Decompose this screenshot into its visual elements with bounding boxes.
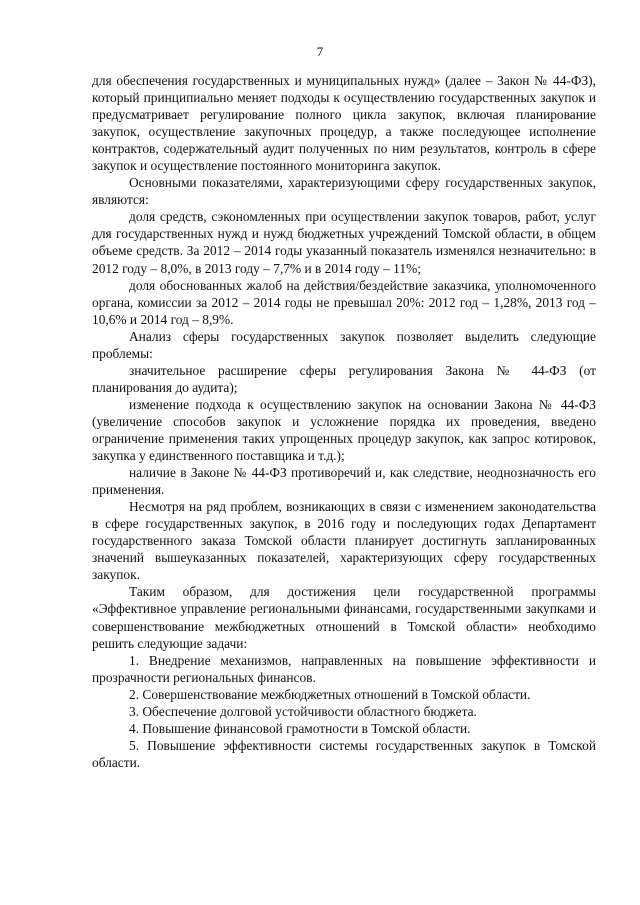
paragraph-indicators-intro: Основными показателями, характеризующими сферу государственных закупок, являются: (92, 175, 596, 208)
paragraph-indicator-complaints: доля обоснованных жалоб на действия/бездействие заказчика, уполномоченного органа, комиссии за 2012 – 2014 годы не превышал 20%: 2012 год – 1,28%, 2013 год – 10,6% и 2014 год – 8,9%. (92, 277, 596, 327)
list-item-task-5: 5. Повышение эффективности системы государственных закупок в Томской области. (92, 737, 596, 770)
paragraph-tasks-intro: Таким образом, для достижения цели государственной программы «Эффективное управление региональными финансами, государственными закупками и совершенствование межбюджетных отношений в Томской области» необходимо решить следующие задачи: (92, 584, 596, 651)
paragraph-despite-problems: Несмотря на ряд проблем, возникающих в связи с изменением законодательства в сфере государственных закупок, в 2016 году и последующих годах Департамент государственного заказа Томской области планирует достигнуть запланированных значений вышеуказанных показателей, характеризующих сферу государственных закупок. (92, 499, 596, 583)
paragraph-continuation: для обеспечения государственных и муниципальных нужд» (далее – Закон № 44-ФЗ), который принципиально меняет подходы к осуществлению государственных закупок и предусматривает регулирование полного цикла закупок, включая планирование закупок, осуществление закупочных процедур, а также последующее исполнение контрактов, содержательный аудит полученных по ним результатов, контроль в сфере закупок и осуществление постоянного мониторинга закупок. (92, 73, 596, 174)
body-text (92, 72, 596, 771)
paragraph-problem-scope: значительное расширение сферы регулирования Закона № 44-ФЗ (от планирования до аудита); (92, 362, 596, 395)
paragraph-problem-contradictions: наличие в Законе № 44-ФЗ противоречий и, как следствие, неоднозначность его применения. (92, 465, 596, 498)
paragraph-indicator-savings: доля средств, сэкономленных при осуществлении закупок товаров, работ, услуг для государственных нужд и нужд бюджетных учреждений Томской области, в общем объеме средств. За 2012 – 2014 годы указанный показатель изменялся незначительно: в 2012 году – 8,0%, в 2013 году – 7,7% и в 2014 году – 11%; (92, 209, 596, 276)
list-item-task-3: 3. Обеспечение долговой устойчивости областного бюджета. (129, 703, 477, 719)
list-item-task-2: 2. Совершенствование межбюджетных отношений в Томской области. (129, 686, 531, 702)
list-item-task-4: 4. Повышение финансовой грамотности в Томской области. (129, 720, 471, 736)
page-number: 7 (316, 44, 324, 59)
paragraph-problem-approach: изменение подхода к осуществлению закупок на основании Закона № 44-ФЗ (увеличение способов закупок и усложнение порядка их проведения, введено ограничение применения таких упрощенных процедур закупок, как запрос котировок, закупка у единственного поставщика и т.д.); (92, 396, 596, 464)
paragraph-problems-intro: Анализ сферы государственных закупок позволяет выделить следующие проблемы: (92, 328, 596, 361)
list-item-task-1: 1. Внедрение механизмов, направленных на повышение эффективности и прозрачности региональных финансов. (92, 652, 596, 685)
